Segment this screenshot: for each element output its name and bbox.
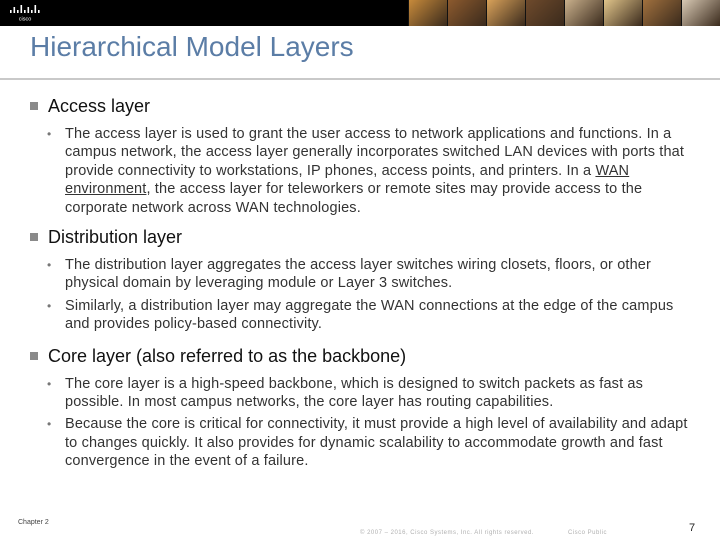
- square-bullet-icon: [30, 352, 38, 360]
- section-heading: Distribution layer: [30, 227, 690, 248]
- section-heading: Access layer: [30, 96, 690, 117]
- section-core-layer: [30, 346, 690, 471]
- header-photo-tile: [564, 0, 603, 26]
- copyright-text: © 2007 – 2016, Cisco Systems, Inc. All rights reserved.: [360, 530, 534, 536]
- slide-title: Hierarchical Model Layers: [30, 31, 354, 62]
- section-distribution-layer: [30, 227, 690, 334]
- header-photo-tile: [642, 0, 681, 26]
- classification-text: Cisco Public: [568, 530, 608, 536]
- cisco-logo-icon: [8, 4, 42, 22]
- header-photo-tile: [603, 0, 642, 26]
- slide-content: [30, 96, 690, 483]
- header-photo-tile: [486, 0, 525, 26]
- section-access-layer: [30, 96, 690, 217]
- dot-bullet-icon: •: [47, 127, 52, 141]
- list-item: • The core layer is a high-speed backbone, which is designed to switch packets as fast as possible. In most campus networks, the core layer has routing capabilities.: [47, 375, 644, 411]
- logo-text: cisco: [18, 16, 32, 22]
- title-divider: [0, 78, 720, 80]
- list-item: • The distribution layer aggregates the access layer switches wiring closets, floors, or other physical domain by leveraging module or Layer 3 switches.: [47, 257, 652, 292]
- page-number: 7: [689, 522, 696, 534]
- square-bullet-icon: [30, 233, 38, 241]
- list-item: • The access layer is used to grant the user access to network applications and functions. In a campus network, the access layer generally incorporates switched LAN devices with ports that provide connectivity to workstations, IP phones, access points, and printers. In a WAN environment, the access layer for teleworkers or remote sites may provide access to the corporate network across WAN technologies.: [47, 126, 685, 216]
- header-band: [0, 0, 720, 26]
- header-photo-tile: [681, 0, 720, 26]
- square-bullet-icon: [30, 102, 38, 110]
- header-photo-tile: [525, 0, 564, 26]
- dot-bullet-icon: •: [47, 298, 52, 313]
- dot-bullet-icon: •: [47, 258, 52, 273]
- header-photo-tile: [408, 0, 447, 26]
- section-heading: Core layer (also referred to as the backbone): [30, 346, 690, 367]
- wan-environment-link[interactable]: WAN environment: [65, 162, 630, 198]
- list-item: • Similarly, a distribution layer may aggregate the WAN connections at the edge of the campus and provides policy-based connectivity.: [47, 297, 674, 333]
- chapter-label: Chapter 2: [18, 519, 49, 526]
- header-photo-strip: [408, 0, 720, 26]
- dot-bullet-icon: •: [47, 376, 52, 391]
- header-photo-tile: [447, 0, 486, 26]
- dot-bullet-icon: •: [47, 417, 52, 432]
- list-item: • Because the core is critical for connectivity, it must provide a high level of availability and adapt to changes quickly. It also provides for dynamic scalability to accommodate growth and fast convergence in the event of a failure.: [47, 416, 688, 470]
